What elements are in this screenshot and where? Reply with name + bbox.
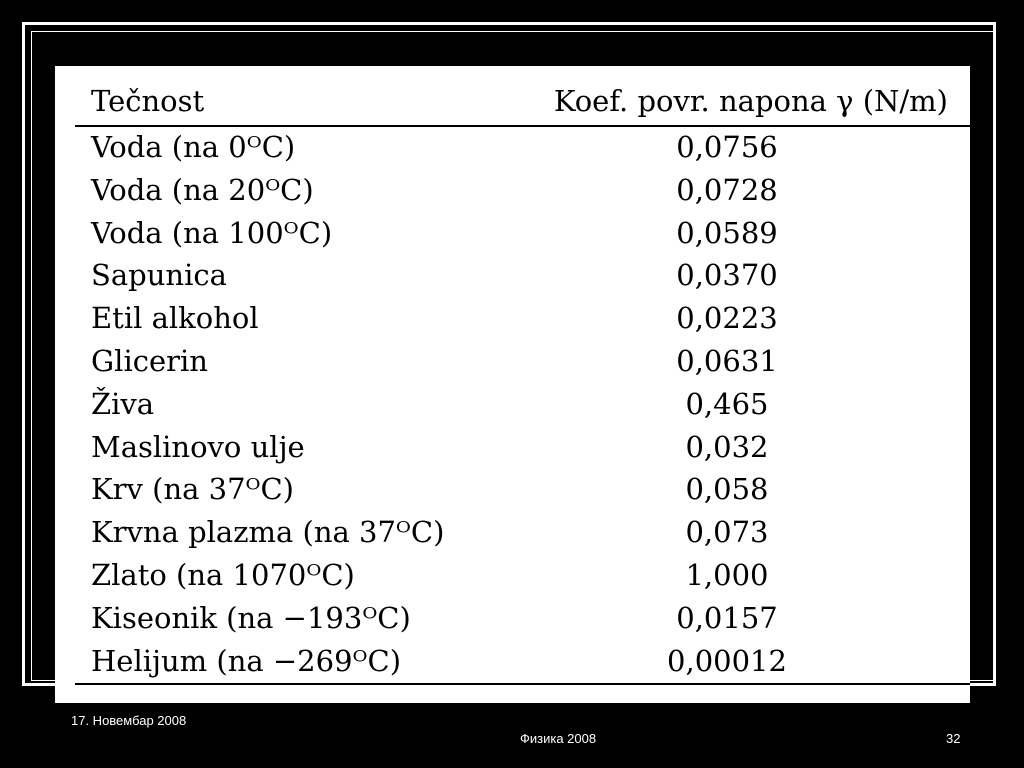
row-value: 0,0728	[676, 172, 778, 207]
table-row	[55, 428, 970, 471]
row-liquid: Krvna plazma (na 37ᴼC)	[91, 515, 445, 550]
table-row	[55, 599, 970, 642]
table-header	[55, 66, 970, 126]
row-liquid: Sapunica	[91, 258, 227, 293]
row-value: 0,465	[685, 386, 769, 421]
row-value: 0,032	[685, 429, 769, 464]
row-liquid: Etil alkohol	[91, 301, 259, 336]
row-value: 0,0589	[676, 215, 778, 250]
row-liquid: Kiseonik (na −193ᴼC)	[91, 600, 411, 635]
table-body	[55, 128, 970, 684]
row-value: 0,0157	[676, 600, 778, 635]
table-rule-top	[75, 125, 970, 127]
table-row	[55, 642, 970, 685]
row-value: 0,073	[685, 515, 769, 550]
table-row	[55, 171, 970, 214]
footer-title: Физика 2008	[520, 731, 597, 746]
row-liquid: Maslinovo ulje	[91, 429, 305, 464]
table-row	[55, 128, 970, 171]
row-liquid: Zlato (na 1070ᴼC)	[91, 557, 355, 592]
row-liquid: Živa	[91, 386, 155, 421]
table-row	[55, 556, 970, 599]
row-liquid: Glicerin	[91, 343, 208, 378]
table-row	[55, 214, 970, 257]
table-rule-bottom	[75, 683, 970, 685]
table-row	[55, 470, 970, 513]
table-row	[55, 385, 970, 428]
footer-date: 17. Новембар 2008	[71, 713, 187, 728]
table-row	[55, 256, 970, 299]
row-liquid: Helijum (na −269ᴼC)	[91, 643, 402, 678]
row-value: 0,0631	[676, 343, 778, 378]
table-row	[55, 513, 970, 556]
header-liquid: Tečnost	[91, 84, 205, 118]
row-value: 1,000	[685, 557, 769, 592]
row-value: 0,0370	[676, 258, 778, 293]
table-image	[55, 66, 970, 703]
table-row	[55, 299, 970, 342]
row-liquid: Voda (na 0ᴼC)	[91, 130, 296, 164]
row-value: 0,0223	[676, 301, 778, 336]
row-value: 0,058	[685, 472, 769, 507]
row-value: 0,00012	[667, 643, 787, 678]
header-coefficient: Koef. povr. napona γ (N/m)	[553, 84, 948, 118]
row-liquid: Voda (na 100ᴼC)	[91, 215, 333, 250]
row-value: 0,0756	[676, 130, 778, 164]
row-liquid: Krv (na 37ᴼC)	[91, 472, 294, 507]
table-row	[55, 342, 970, 385]
slide-number: 32	[946, 731, 961, 746]
row-liquid: Voda (na 20ᴼC)	[91, 172, 314, 207]
